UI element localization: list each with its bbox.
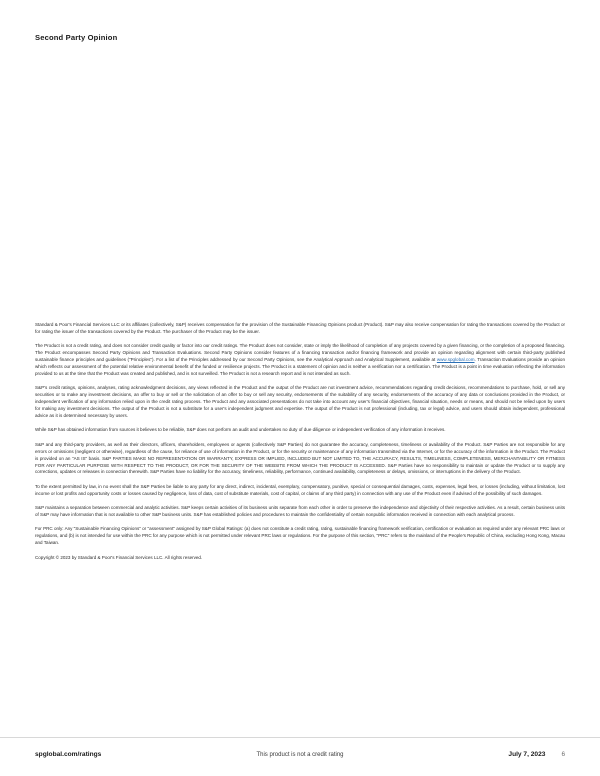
disclaimer-paragraph-1: Standard & Poor's Financial Services LLC or its affiliates (collectively, S&P) receives compensation for the provision of the Sustainable Financing Opinions product (Product). S&P may also receive compensation for rating the transactions covered by the Product or for rating the issuer of the transactions covered by the Product. The purchaser of the Product may be the issuer. [35, 322, 565, 334]
spglobal-link[interactable]: www.spglobal.com [436, 357, 475, 363]
disclaimer-paragraph-2-text: The Product is not a credit rating, and does not consider credit quality or factor into our credit ratings. The Product does not consider, state or imply the likelihood of completion of any projects covered by a given financing, or the completion of a proposed financing. The Product encompasses Second Party Opinions and Transaction Evaluations. Second Party Opinions consider features of a financing transaction and/or financing framework and provide an opinion regarding alignment with certain third-party published sustainable finance principles and guidelines ("Principles"). For a list of the Principles addressed by our Second Party Opinions, see the Analytical Approach and Analytical Supplement, available at www.spglobal.com. Transaction Evaluations provide an opinion which reflects our assessment of the potential relative environmental benefit of the funded or resilience projects. The Product is a statement of opinion and is neither a verification nor a certification. The Product is a point in time evaluation reflecting the information provided to us at the time that the Product was created and published, and is not surveilled. The Product is not a research report and is not intended as such. [35, 343, 565, 376]
disclaimer-paragraph-8: For PRC only: Any "Sustainable Financing Opinions" or "assessment" assigned by S&P Global Ratings: (a) does not constitute a credit rating, rating, sustainable financing framework verification, certification or evaluation as required under any relevant PRC laws or regulations, and (b) is not intended for use within the PRC for any purpose which is not permitted under relevant PRC laws or regulations. For the purpose of this section, "PRC" refers to the mainland of the People's Republic of China, excluding Hong Kong, Macau and Taiwan. [35, 526, 565, 546]
disclaimer-section [35, 322, 565, 569]
copyright-notice: Copyright © 2023 by Standard & Poor's Financial Services LLC. All rights reserved. [35, 554, 203, 560]
page-footer [0, 737, 600, 776]
footer-right-group [508, 751, 565, 758]
footer-website-link[interactable]: spglobal.com/ratings [35, 751, 102, 758]
disclaimer-paragraph-5: S&P and any third-party providers, as well as their directors, officers, shareholders, employees or agents (collectively S&P Parties) do not guarantee the accuracy, completeness, timeliness or availability of the Product. S&P Parties are not responsible for any errors or omissions (negligent or otherwise), regardless of the cause, for reliance of use of information in the Product, or for the security or maintenance of any information transmitted via the Internet, or for the accuracy of the information in the Product. The Product is provided on an "AS IS" basis. S&P PARTIES MAKE NO REPRESENTATION OR WARRANTY, EXPRESS OR IMPLIED, INCLUDED BUT NOT LIMITED TO, THE ACCURACY, RESULTS, TIMELINESS, COMPLETENESS, MERCHANTABILITY OR FITNESS FOR ANY PARTICULAR PURPOSE WITH RESPECT TO THE PRODUCT, OR FOR THE SECURITY OF THE WEBSITE FROM WHICH THE PRODUCT IS ACCESSED. S&P Parties have no responsibility to maintain or update the Product or to supply any corrections, updates or releases in connection therewith. S&P Parties have no liability for the accuracy, timeliness, reliability, performance, continued availability, completeness or delays, omissions, or interruptions in the delivery of the Product. [35, 441, 565, 475]
page-title: Second Party Opinion [35, 33, 118, 42]
disclaimer-paragraph-6: To the extent permitted by law, in no event shall the S&P Parties be liable to any party for any direct, indirect, incidental, exemplary, compensatory, punitive, special or consequential damages, costs, expenses, legal fees, or losses (including, without limitation, lost income or lost profits and opportunity costs or losses caused by negligence, loss of data, cost of substitute materials, cost of capital, or claims of any third party) in connection with any use of the Product even if advised of the possibility of such damages. [35, 483, 565, 496]
disclaimer-paragraph-3: S&P's credit ratings, opinions, analyses, rating acknowledgment decisions, any views reflected in the Product and the output of the Product are not investment advice, recommendations regarding credit decisions, recommendations to purchase, hold, or sell any securities or to make any investment decisions, an offer to buy or sell or the solicitation of an offer to buy or sell any security, endorsements of the suitability of any security, endorsements of the accuracy of any data or conclusions provided in the Product, or independent verification of any information relied upon in the credit rating process. The Product and any associated presentations do not take into account any user's financial objectives, financial situation, needs or means, and should not be relied upon by users for making any investment decisions. The output of the Product is not a substitute for a user's independent judgment and expertise. The output of the Product is not professional (including, tax or legal) advice, and users should obtain independent, professional advice as it is determined necessary by users. [35, 385, 565, 418]
disclaimer-paragraph-2 [35, 343, 565, 378]
disclaimer-paragraph-4: While S&P has obtained information from sources it believes to be reliable, S&P does not perform an audit and undertakes no duty of due diligence or independent verification of any information it receives. [35, 427, 446, 433]
footer-date: July 7, 2023 [508, 751, 546, 758]
disclaimer-paragraph-7: S&P maintains a separation between commercial and analytic activities. S&P keeps certain activities of its business units separate from each other in order to preserve the independence and objectivity of their respective activities. As a result, certain business units of S&P may have information that is not available to other S&P business units. S&P has established policies and procedures to maintain the confidentiality of certain nonpublic information received in connection with each analytical process. [35, 505, 565, 518]
footer-disclaimer-note: This product is not a credit rating [256, 752, 344, 758]
footer-page-number: 6 [561, 751, 565, 758]
